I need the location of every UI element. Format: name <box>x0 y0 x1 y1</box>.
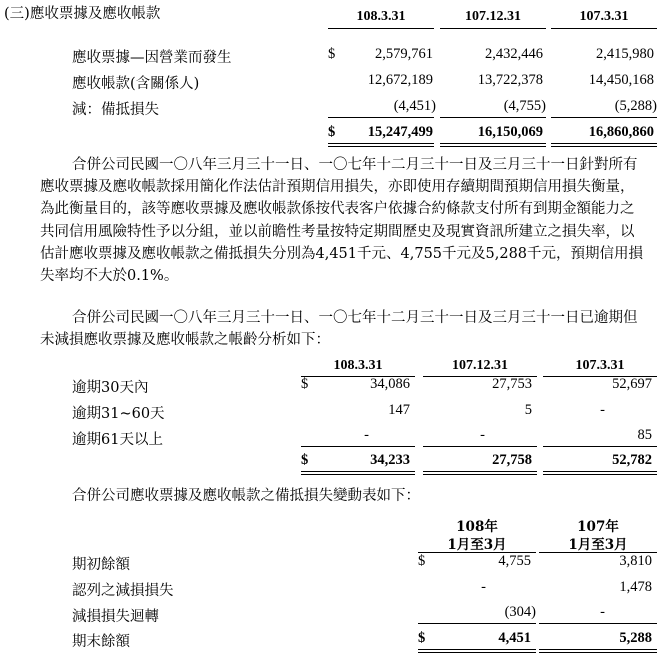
table1-cell: (4,451) <box>393 98 436 114</box>
table3-header-2019-year: 108年 <box>456 519 498 535</box>
subtotal-rule <box>418 623 536 624</box>
total-double-rule <box>551 146 657 147</box>
currency-symbol: $ <box>328 124 336 140</box>
header-underline <box>440 28 546 29</box>
table1-row-label: 減：備抵損失 <box>72 102 159 118</box>
subtotal-rule <box>440 117 546 118</box>
total-double-rule <box>301 474 415 475</box>
total-double-rule <box>539 652 657 653</box>
total-double-rule <box>551 143 657 144</box>
table3-row-label: 期初餘額 <box>72 557 130 573</box>
table3-total: 4,451 <box>498 630 531 646</box>
table1-row-label: 應收帳款(含關係人) <box>72 76 200 92</box>
total-double-rule <box>423 471 537 472</box>
table2-header-107-3-31: 107.3.31 <box>575 358 625 373</box>
table1-cell: 2,415,980 <box>596 46 654 62</box>
table3-cell: 1,478 <box>619 579 652 595</box>
table1-cell: 2,432,446 <box>485 46 543 62</box>
table1-total: 16,150,069 <box>477 124 543 140</box>
table3-cell: - <box>481 579 486 595</box>
header-underline <box>551 28 657 29</box>
table2-cell: 85 <box>637 427 652 443</box>
table1-total: 15,247,499 <box>367 124 433 140</box>
table1-header-108-3-31: 108.3.31 <box>356 9 406 24</box>
table3-cell: 4,755 <box>498 553 531 569</box>
table2-total: 52,782 <box>612 452 652 468</box>
table2-cell: 27,753 <box>492 376 532 392</box>
table2-total: 27,758 <box>492 452 532 468</box>
subtotal-rule <box>301 446 415 447</box>
table3-row-label: 認列之減損損失 <box>72 583 174 599</box>
total-double-rule <box>418 652 536 653</box>
table1-cell: (5,288) <box>614 98 657 114</box>
currency-symbol: $ <box>301 452 309 468</box>
table2-row-label: 逾期61天以上 <box>72 432 163 448</box>
total-double-rule <box>328 146 434 147</box>
total-double-rule <box>423 474 537 475</box>
table3-total: 5,288 <box>619 630 652 646</box>
table2-header-107-12-31: 107.12.31 <box>452 358 508 373</box>
table1-cell: (4,755) <box>503 98 546 114</box>
subtotal-rule <box>328 117 434 118</box>
table1-cell: 13,722,378 <box>477 72 543 88</box>
table2-cell: - <box>600 402 605 418</box>
table1-cell: 14,450,168 <box>588 72 654 88</box>
total-double-rule <box>301 471 415 472</box>
currency-symbol: $ <box>418 553 426 569</box>
total-double-rule <box>543 474 657 475</box>
total-double-rule <box>539 649 657 650</box>
table2-row-label: 逾期31~60天 <box>72 406 165 422</box>
subtotal-rule <box>543 446 657 447</box>
currency-symbol: $ <box>328 46 336 62</box>
credit-loss-paragraph: 合併公司民國一〇八年三月三十一日、一〇七年十二月三十一日及三月三十一日針對所有應收票據及應收帳款採用簡化作法估計預期信用損失，亦即使用存續期間預期信用損失衡量，為此衡量目的，該等應收票據及應收帳款係按代表客户依據合約條款支付所有到期金額能力之共同信用風險特性予以分組，並以前瞻性考量按特定期間歷史及現實資訊所建立之損失率，以估計應收票據及應收帳款之備抵損失分別為4,451千元、4,755千元及5,288千元，預期信用損失率均不大於0.1%。 <box>40 157 644 285</box>
table2-cell: - <box>364 427 369 443</box>
table1-row-label: 應收票據—因營業而發生 <box>72 50 232 66</box>
table3-cell: - <box>600 604 605 620</box>
table3-cell: 3,810 <box>619 553 652 569</box>
currency-symbol: $ <box>418 630 426 646</box>
table2-cell: 5 <box>524 402 532 418</box>
table1-cell: 2,579,761 <box>375 46 433 62</box>
table3-header-2019-period: 1月至3月 <box>447 537 507 553</box>
subtotal-rule <box>423 446 537 447</box>
table2-cell: 52,697 <box>612 376 652 392</box>
total-double-rule <box>440 143 546 144</box>
table3-row-label: 減損損失迴轉 <box>72 609 159 625</box>
table2-row-label: 逾期30天內 <box>72 380 149 396</box>
table2-cell: - <box>480 427 485 443</box>
table3-cell: (304) <box>504 604 536 620</box>
aging-analysis-paragraph: 合併公司民國一〇八年三月三十一日、一〇七年十二月三十一日及三月三十一日已逾期但未減損應收票據及應收帳款之帳齡分析如下： <box>40 310 638 349</box>
section-title: (三)應收票據及應收帳款 <box>4 6 161 22</box>
table1-cell: 12,672,189 <box>367 72 433 88</box>
table3-header-2018-year: 107年 <box>577 519 619 535</box>
table1-total: 16,860,860 <box>588 124 654 140</box>
table2-header-108-3-31: 108.3.31 <box>333 358 383 373</box>
table2-cell: 147 <box>388 402 410 418</box>
allowance-movement-paragraph: 合併公司應收票據及應收帳款之備抵損失變動表如下： <box>72 488 420 504</box>
total-double-rule <box>418 649 536 650</box>
total-double-rule <box>440 146 546 147</box>
table3-row-label: 期末餘額 <box>72 634 130 650</box>
table2-total: 34,233 <box>370 452 410 468</box>
table2-cell: 34,086 <box>370 376 410 392</box>
total-double-rule <box>328 143 434 144</box>
total-double-rule <box>543 471 657 472</box>
subtotal-rule <box>551 117 657 118</box>
table1-header-107-12-31: 107.12.31 <box>465 9 521 24</box>
table3-header-2018-period: 1月至3月 <box>568 537 628 553</box>
header-underline <box>328 28 434 29</box>
subtotal-rule <box>539 623 657 624</box>
table1-header-107-3-31: 107.3.31 <box>579 9 629 24</box>
currency-symbol: $ <box>301 376 309 392</box>
